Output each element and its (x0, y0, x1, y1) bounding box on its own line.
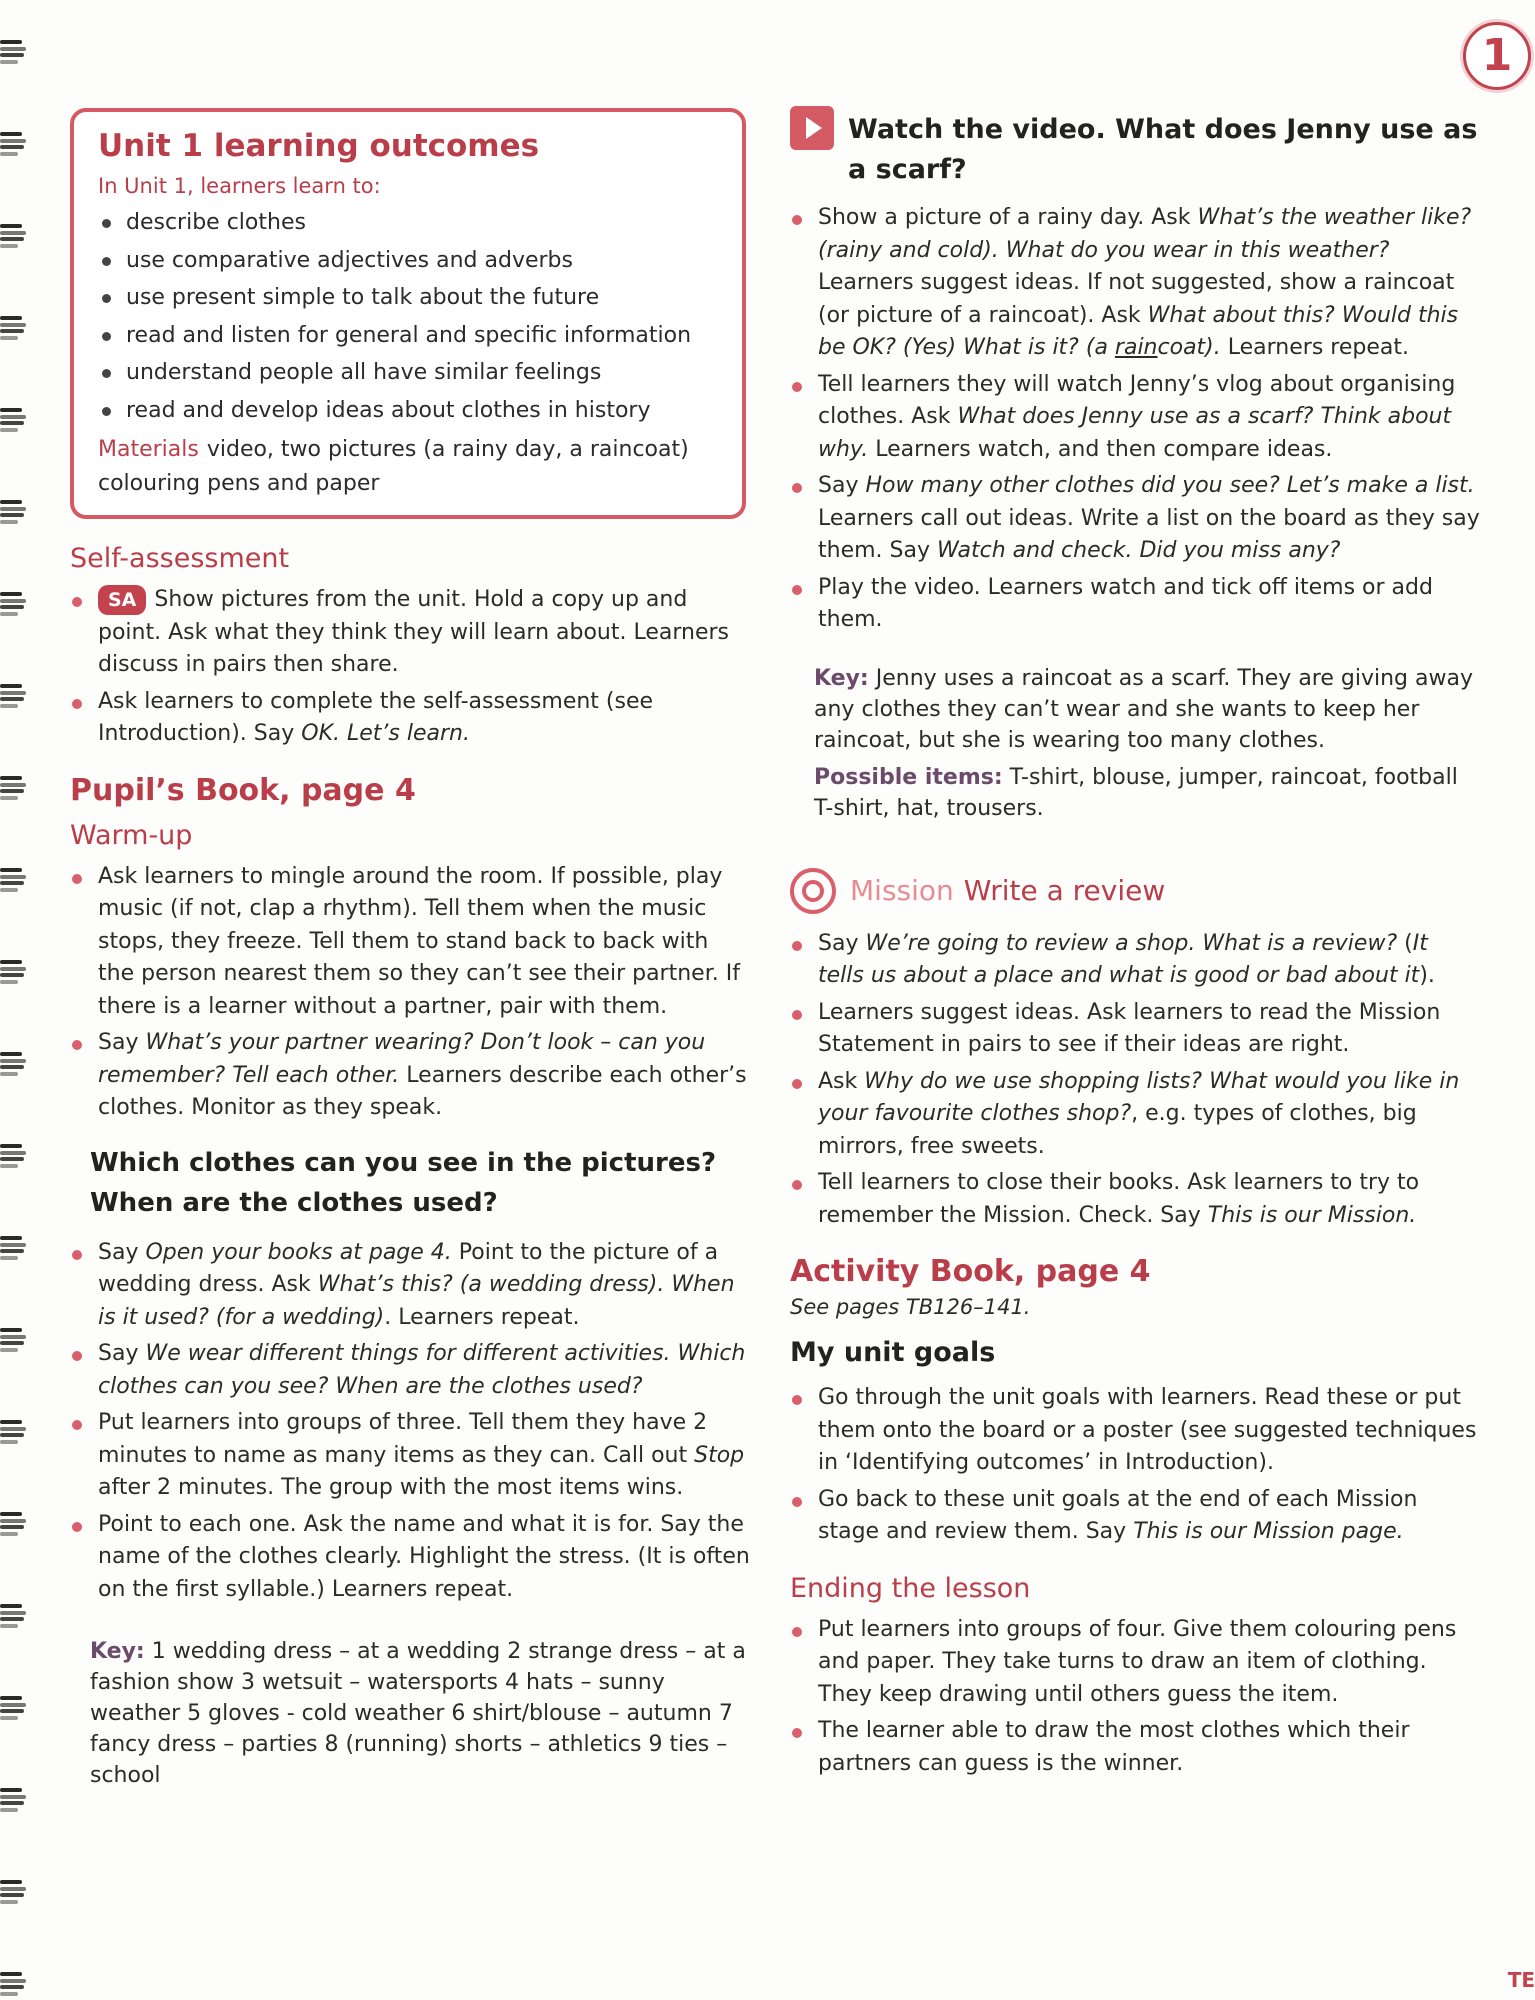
spiral-ring (0, 960, 26, 984)
see-pages-note: See pages TB126–141. (790, 1295, 1031, 1319)
spiral-ring (0, 592, 26, 616)
self-assessment-list (70, 584, 750, 751)
list-item: Put learners into groups of four. Give them colouring pens and paper. They take turns to draw an item of clothing. They keep drawing until others guess the item. (790, 1614, 1480, 1712)
list-text-italic: What does Jenny use as a scarf? Think about why. (818, 404, 1452, 462)
list-text: Ask (818, 1068, 865, 1094)
list-item (790, 1066, 1480, 1164)
spiral-ring (0, 132, 26, 156)
sa-badge: SA (98, 585, 146, 615)
list-item: describe clothes (98, 204, 718, 242)
list-item: Learners suggest ideas. Ask learners to read the Mission Statement in pairs to see if their ideas are right. (790, 997, 1480, 1062)
list-item: use present simple to talk about the future (98, 279, 718, 317)
page-label: TE (1507, 1968, 1535, 1992)
list-text: Tell learners they will watch Jenny’s vlog about organising clothes. Ask (818, 371, 1456, 429)
list-text-italic: What about this? Would this be OK? (Yes) What is it? (a (818, 302, 1459, 360)
list-text: after 2 minutes. The group with the most items wins. (98, 1475, 684, 1500)
list-text: Say (98, 1030, 146, 1055)
list-text: Say (98, 1341, 146, 1366)
mission-list (790, 928, 1480, 1233)
list-item (70, 1027, 750, 1125)
list-text: Learners watch, and then compare ideas. (868, 436, 1333, 462)
possible-items-label: Possible items: (814, 764, 1003, 790)
list-text-italic: It tells us about a place and what is good or bad about it (818, 930, 1428, 988)
list-text-italic: What’s the weather like? (rainy and cold). What do you wear in this weather? (818, 205, 1472, 263)
list-text-underlined: rain (1114, 335, 1158, 360)
spiral-ring (0, 1236, 26, 1260)
spiral-binding (0, 0, 40, 2000)
spiral-ring (0, 40, 26, 64)
left-column (70, 108, 750, 1791)
list-text: Ask learners to complete the self-assessment (see Introduction). Say (98, 688, 654, 746)
list-text: Learners describe each other’s clothes. Monitor as they speak. (98, 1062, 747, 1120)
list-item: read and listen for general and specific information (98, 317, 718, 355)
warmup-list (70, 861, 750, 1125)
unit-number-badge: 1 (1463, 22, 1531, 90)
answer-key (90, 1636, 750, 1791)
list-text-italic: This is our Mission. (1207, 1202, 1417, 1228)
spiral-ring (0, 408, 26, 432)
mission-target-icon (790, 868, 836, 914)
list-item (70, 686, 750, 751)
outcomes-subtitle: In Unit 1, learners learn to: (98, 174, 381, 198)
mission-label: Mission (850, 874, 954, 907)
list-text: Show a picture of a rainy day. Ask (818, 205, 1198, 230)
warmup-heading: Warm-up (70, 819, 193, 851)
materials-text: video, two pictures (a rainy day, a raincoat) colouring pens and paper (98, 437, 689, 496)
ending-list (790, 1614, 1480, 1781)
list-text: Point to the picture of a wedding dress. Ask (98, 1239, 719, 1297)
video-answer-key (814, 663, 1480, 824)
list-item: Ask learners to mingle around the room. If possible, play music (if not, clap a rhythm). Tell them when the music stops, they freeze. Tell them to stand back to back with the person nearest them so they can’t see their partner. If there is a learner without a partner, pair with them. (70, 861, 750, 1024)
list-item (70, 584, 750, 682)
list-item (70, 1338, 750, 1403)
list-text-italic: Open your books at page 4. (145, 1239, 452, 1265)
spiral-ring (0, 500, 26, 524)
list-text: , e.g. types of clothes, big mirrors, free sweets. (818, 1101, 1417, 1159)
spiral-ring (0, 1144, 26, 1168)
goals-list (790, 1382, 1480, 1549)
list-text: Learners call out ideas. Write a list on the board as they say them. Say (818, 505, 1480, 563)
list-text-italic: Stop (694, 1442, 745, 1468)
learning-outcomes-box (70, 108, 746, 519)
key-label: Key: (814, 665, 869, 691)
pupils-book-heading: Pupil’s Book, page 4 (70, 772, 416, 808)
list-item: understand people all have similar feelings (98, 354, 718, 392)
list-text: . Learners repeat. (384, 1304, 580, 1330)
list-text-italic: What’s your partner wearing? Don’t look – can you remember? Tell each other. (98, 1030, 706, 1088)
list-text-italic: We’re going to review a shop. What is a review? (865, 930, 1398, 956)
list-text-italic: Why do we use shopping lists? What would you like in your favourite clothes shop? (818, 1068, 1460, 1126)
list-text-italic: coat). (1157, 335, 1221, 360)
list-text: Go back to these unit goals at the end of each Mission stage and review them. Say (818, 1486, 1418, 1544)
activity-book-heading: Activity Book, page 4 (790, 1254, 1151, 1289)
spiral-ring (0, 684, 26, 708)
spiral-ring (0, 1788, 26, 1812)
possible-items-line (814, 762, 1480, 824)
list-text: Put learners into groups of three. Tell them they have 2 minutes to name as many items as they can. Call out (98, 1410, 708, 1468)
outcomes-title: Unit 1 learning outcomes (98, 128, 540, 164)
list-text: Say (98, 1239, 146, 1265)
outcomes-list (98, 204, 718, 429)
list-text: Learners repeat. (1220, 335, 1409, 360)
list-item: Go through the unit goals with learners. Read these or put them onto the board or a poster (see suggested techniques in ‘Identifying outcomes’ in Introduction). (790, 1382, 1480, 1480)
spiral-ring (0, 316, 26, 340)
video-play-icon (790, 106, 834, 150)
unit-goals-heading: My unit goals (790, 1337, 996, 1368)
list-text-italic: We wear different things for different activities. Which clothes can you see? When are the clothes used? (98, 1341, 746, 1399)
list-text: Learners suggest ideas. If not suggested, show a raincoat (or picture of a raincoat). Ask (818, 270, 1455, 328)
spiral-ring (0, 1972, 26, 1996)
spiral-ring (0, 1052, 26, 1076)
spiral-ring (0, 776, 26, 800)
right-column (790, 106, 1480, 1784)
key-line (814, 663, 1480, 756)
materials-label: Materials (98, 437, 199, 462)
list-text: ( (1397, 930, 1413, 956)
mission-title: Write a review (963, 874, 1166, 907)
list-text: Say (818, 473, 866, 498)
list-item: Play the video. Learners watch and tick off items or add them. (790, 572, 1480, 637)
list-text-italic: This is our Mission page. (1133, 1519, 1404, 1544)
spiral-ring (0, 1420, 26, 1444)
question-list (70, 1237, 750, 1607)
key-label: Key: (90, 1639, 145, 1664)
materials-line (98, 433, 718, 501)
list-item (790, 369, 1480, 467)
video-section-header (790, 106, 1480, 190)
spiral-ring (0, 1696, 26, 1720)
possible-items-text: T-shirt, blouse, jumper, raincoat, football T-shirt, hat, trousers. (814, 764, 1458, 821)
list-text-italic: What’s this? (a wedding dress). When is it used? (for a wedding) (98, 1272, 735, 1330)
video-heading: Watch the video. What does Jenny use as a scarf? (848, 114, 1478, 185)
mission-header (790, 868, 1480, 914)
list-item (70, 1407, 750, 1505)
list-item (790, 470, 1480, 568)
list-text: Show pictures from the unit. Hold a copy up and point. Ask what they think they will learn about. Learners discuss in pairs then share. (98, 587, 730, 677)
list-item: Point to each one. Ask the name and what it is for. Say the name of the clothes clearly. Highlight the stress. (It is often on the first syllable.) Learners repeat. (70, 1509, 750, 1607)
list-item (70, 1237, 750, 1335)
list-text: Say (818, 930, 866, 956)
question-heading: Which clothes can you see in the pictures? When are the clothes used? (90, 1147, 717, 1218)
key-text: 1 wedding dress – at a wedding 2 strange dress – at a fashion show 3 wetsuit – watersports 4 hats – sunny weather 5 gloves - cold weather 6 shirt/blouse – autumn 7 fancy dress – parties 8 (running) shorts – athletics 9 ties – school (90, 1639, 746, 1788)
spiral-ring (0, 224, 26, 248)
spiral-ring (0, 1880, 26, 1904)
list-item (790, 1167, 1480, 1232)
list-text-italic: OK. Let’s learn. (301, 721, 470, 746)
list-item: The learner able to draw the most clothes which their partners can guess is the winner. (790, 1715, 1480, 1780)
list-text: ). (1419, 963, 1435, 988)
list-text-italic: How many other clothes did you see? Let’s make a list. (865, 473, 1475, 498)
spiral-ring (0, 1604, 26, 1628)
list-item: use comparative adjectives and adverbs (98, 242, 718, 280)
video-list (790, 202, 1480, 637)
spiral-ring (0, 1328, 26, 1352)
list-item (790, 928, 1480, 993)
list-text: Tell learners to close their books. Ask learners to try to remember the Mission. Check. Say (818, 1170, 1420, 1228)
ending-lesson-heading: Ending the lesson (790, 1572, 1031, 1604)
list-text-italic: Watch and check. Did you miss any? (936, 538, 1341, 563)
key-text: Jenny uses a raincoat as a scarf. They are giving away any clothes they can’t wear and she wants to keep her raincoat, but she is wearing too many clothes. (814, 665, 1473, 753)
list-item: read and develop ideas about clothes in history (98, 392, 718, 430)
spiral-ring (0, 1512, 26, 1536)
list-item (790, 202, 1480, 365)
self-assessment-heading: Self-assessment (70, 543, 290, 574)
spiral-ring (0, 868, 26, 892)
list-item (790, 1484, 1480, 1549)
